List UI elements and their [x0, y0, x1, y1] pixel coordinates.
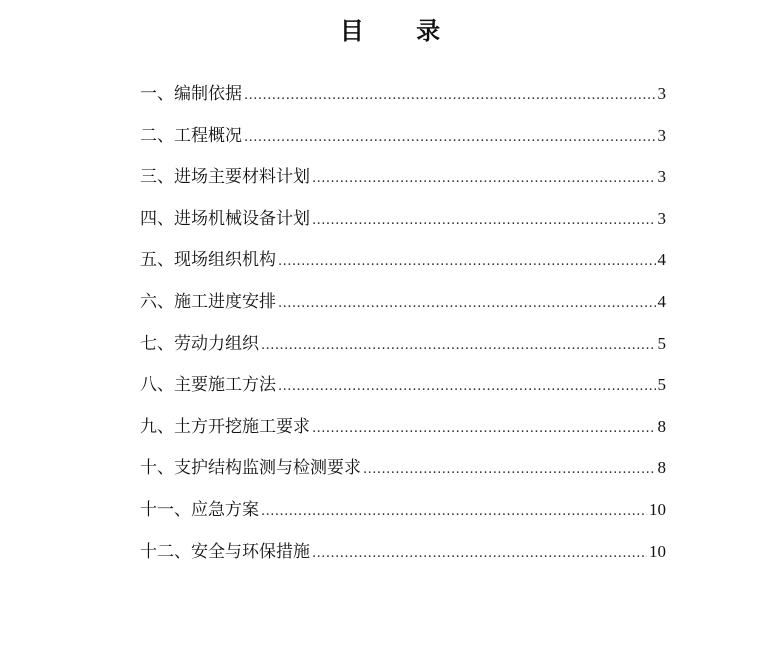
- toc-entry[interactable]: [140, 76, 666, 118]
- toc-entry-page: 3: [657, 84, 666, 103]
- toc-entry-page: 3: [657, 125, 666, 145]
- toc-entry-label: 五、现场组织机构: [140, 250, 276, 271]
- table-of-contents: [140, 76, 666, 575]
- toc-entry-label: 六、施工进度安排: [140, 291, 276, 312]
- toc-entry-page: 5: [657, 375, 666, 395]
- toc-entry[interactable]: [140, 492, 666, 534]
- toc-dot-leader: [278, 244, 656, 280]
- toc-dot-leader: [312, 161, 656, 197]
- toc-dot-leader: [261, 494, 647, 530]
- toc-dot-leader: [261, 328, 656, 364]
- toc-entry-label: 十、支护结构监测与检测要求: [140, 458, 361, 479]
- toc-entry-label: 九、土方开挖施工要求: [140, 416, 310, 437]
- toc-entry[interactable]: [140, 409, 666, 451]
- toc-dot-leader: [278, 286, 656, 322]
- toc-entry-page: 10: [649, 499, 666, 519]
- toc-entry-label: 二、工程概况: [140, 125, 242, 146]
- toc-entry-page: 4: [657, 291, 666, 311]
- toc-entry-label: 四、进场机械设备计划: [140, 208, 310, 229]
- toc-entry[interactable]: [140, 284, 666, 326]
- toc-entry-label: 七、劳动力组织: [140, 333, 259, 354]
- toc-entry-page: 3: [657, 167, 666, 187]
- page-title: 目 录: [339, 16, 463, 45]
- toc-entry-label: 十二、安全与环保措施: [140, 541, 310, 562]
- toc-entry[interactable]: [140, 534, 666, 576]
- toc-entry-page: 8: [657, 458, 666, 478]
- toc-entry-page: 10: [649, 541, 666, 561]
- toc-entry[interactable]: [140, 118, 666, 160]
- toc-entry-page: 3: [657, 208, 666, 228]
- toc-entry-page: 4: [657, 250, 666, 270]
- toc-entry-label: 一、编制依据: [140, 84, 242, 104]
- toc-entry-page: 8: [657, 416, 666, 436]
- toc-entry[interactable]: [140, 367, 666, 409]
- toc-entry[interactable]: [140, 450, 666, 492]
- toc-entry-label: 十一、应急方案: [140, 499, 259, 520]
- toc-dot-leader: [312, 411, 656, 447]
- toc-dot-leader: [244, 120, 656, 156]
- toc-dot-leader: [312, 203, 656, 239]
- toc-entry-page: 5: [657, 333, 666, 353]
- toc-entry[interactable]: [140, 159, 666, 201]
- toc-entry-label: 三、进场主要材料计划: [140, 167, 310, 188]
- toc-entry[interactable]: [140, 326, 666, 368]
- toc-entry-label: 八、主要施工方法: [140, 375, 276, 396]
- toc-dot-leader: [363, 452, 656, 488]
- toc-dot-leader: [244, 78, 656, 114]
- toc-entry[interactable]: [140, 242, 666, 284]
- toc-dot-leader: [278, 369, 656, 405]
- toc-entry[interactable]: [140, 201, 666, 243]
- toc-dot-leader: [312, 536, 647, 572]
